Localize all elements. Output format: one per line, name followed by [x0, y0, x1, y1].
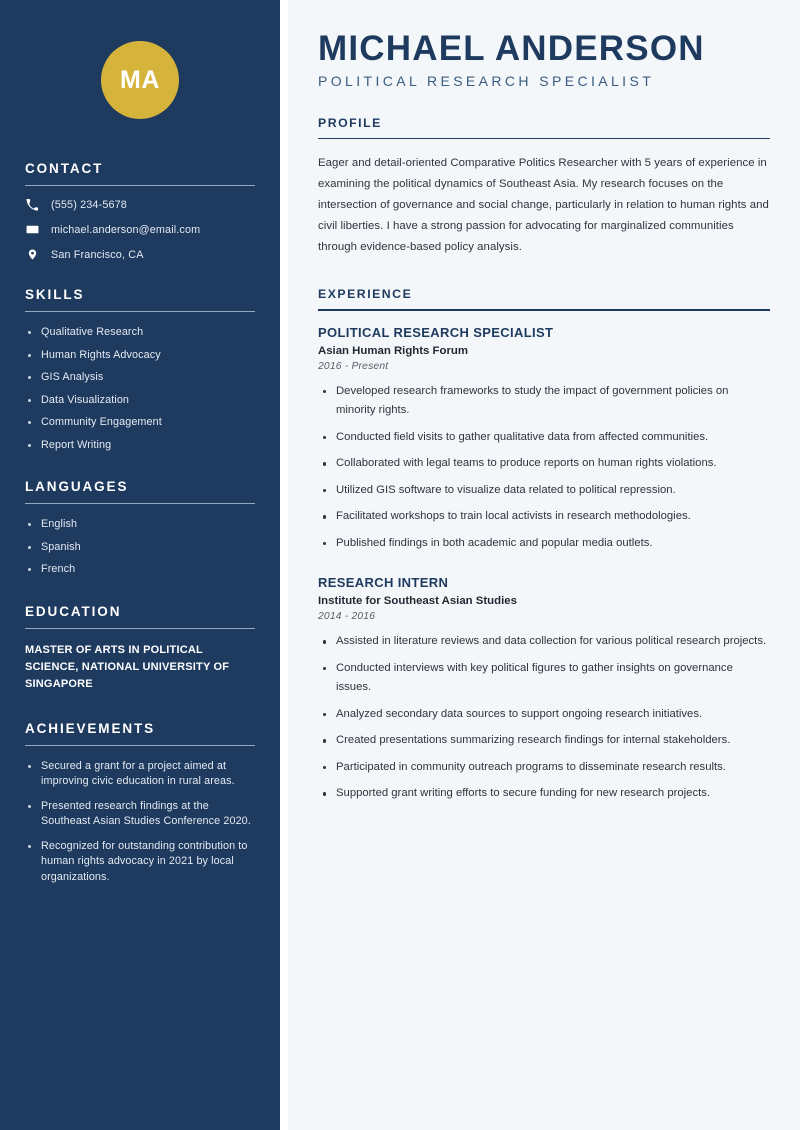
- sidebar-section-languages: [25, 479, 255, 578]
- contact-value-email: michael.anderson@email.com: [51, 223, 201, 236]
- main-heading-experience: EXPERIENCE: [318, 287, 413, 302]
- avatar: [101, 41, 179, 119]
- sidebar-section-achievements: [25, 721, 255, 886]
- divider: [25, 311, 255, 312]
- list-item: Spanish: [25, 540, 255, 556]
- list-item: Community Engagement: [25, 415, 255, 431]
- sidebar-section-education: [25, 604, 255, 693]
- list-item: Data Visualization: [25, 393, 255, 409]
- experience-entry: [318, 575, 770, 804]
- contact-item-phone[interactable]: [25, 199, 255, 211]
- contact-item-location[interactable]: [25, 248, 255, 261]
- location-pin-icon: [25, 248, 39, 261]
- column-gutter: [280, 0, 288, 1130]
- list-item: Created presentations summarizing research findings for internal stakeholders.: [318, 731, 770, 751]
- experience-bullets: [318, 632, 770, 804]
- list-item: Supported grant writing efforts to secure funding for new research projects.: [318, 784, 770, 804]
- sidebar-heading-achievements: ACHIEVEMENTS: [25, 720, 156, 736]
- list-item: French: [25, 562, 255, 578]
- languages-list: [25, 517, 255, 578]
- sidebar: [0, 0, 280, 1130]
- avatar-wrapper: [25, 0, 255, 161]
- main-section-experience: [318, 287, 770, 803]
- main-section-profile: [318, 116, 770, 258]
- divider: [25, 185, 255, 186]
- main-content: [288, 0, 800, 1130]
- sidebar-heading-contact: CONTACT: [25, 161, 104, 176]
- contact-value-phone: (555) 234-5678: [51, 199, 127, 211]
- experience-bullets: [318, 382, 770, 554]
- list-item: Analyzed secondary data sources to support ongoing research initiatives.: [318, 705, 770, 725]
- list-item: Qualitative Research: [25, 325, 255, 341]
- avatar-initials: MA: [120, 65, 160, 94]
- achievements-list: [25, 759, 255, 886]
- list-item: Conducted field visits to gather qualitative data from affected communities.: [318, 428, 770, 448]
- experience-company: Institute for Southeast Asian Studies: [318, 595, 517, 608]
- job-title-subtitle: POLITICAL RESEARCH SPECIALIST: [318, 73, 655, 89]
- sidebar-heading-education: EDUCATION: [25, 603, 122, 619]
- experience-entry: [318, 325, 770, 554]
- list-item: GIS Analysis: [25, 370, 255, 386]
- list-item: Utilized GIS software to visualize data related to political repression.: [318, 481, 770, 501]
- list-item: Secured a grant for a project aimed at improving civic education in rural areas.: [25, 759, 255, 790]
- list-item: Assisted in literature reviews and data collection for various political research projects.: [318, 632, 770, 652]
- contact-value-location: San Francisco, CA: [51, 248, 144, 261]
- divider: [318, 138, 770, 139]
- divider: [318, 309, 770, 310]
- experience-role: RESEARCH INTERN: [318, 575, 449, 591]
- email-icon: [25, 223, 39, 236]
- experience-dates: 2014 - 2016: [318, 611, 376, 623]
- education-entry: MASTER OF ARTS IN POLITICAL SCIENCE, NATIONAL UNIVERSITY OF SINGAPORE: [25, 643, 230, 690]
- sidebar-section-skills: [25, 287, 255, 453]
- main-heading-profile: PROFILE: [318, 116, 382, 130]
- profile-text: Eager and detail-oriented Comparative Politics Researcher with 5 years of experience in examining the political dynamics of Southeast Asia. My research focuses on the intersection of governance and social change, particularly in relation to human rights and civil liberties. I have a strong passion for advocating for marginalized communities through evidence-based policy analysis.: [318, 157, 769, 254]
- list-item: Participated in community outreach programs to disseminate research results.: [318, 758, 770, 778]
- divider: [25, 628, 255, 629]
- list-item: Published findings in both academic and popular media outlets.: [318, 534, 770, 554]
- list-item: Facilitated workshops to train local activists in research methodologies.: [318, 507, 770, 527]
- divider: [25, 503, 255, 504]
- page-title: MICHAEL ANDERSON: [318, 29, 705, 68]
- list-item: Developed research frameworks to study the impact of government policies on minority rights.: [318, 382, 770, 421]
- sidebar-section-contact: [25, 161, 255, 261]
- phone-icon: [25, 199, 39, 211]
- experience-dates: 2016 - Present: [318, 360, 389, 372]
- experience-company: Asian Human Rights Forum: [318, 344, 468, 357]
- list-item: Recognized for outstanding contribution to human rights advocacy in 2021 by local organizations.: [25, 839, 255, 886]
- list-item: Human Rights Advocacy: [25, 348, 255, 364]
- list-item: Collaborated with legal teams to produce reports on human rights violations.: [318, 454, 770, 474]
- list-item: Conducted interviews with key political figures to gather insights on governance issues.: [318, 659, 770, 698]
- list-item: Presented research findings at the Southeast Asian Studies Conference 2020.: [25, 799, 255, 830]
- sidebar-heading-skills: SKILLS: [25, 287, 85, 302]
- list-item: English: [25, 517, 255, 533]
- divider: [25, 745, 255, 746]
- experience-role: POLITICAL RESEARCH SPECIALIST: [318, 324, 554, 340]
- list-item: Report Writing: [25, 438, 255, 454]
- skills-list: [25, 325, 255, 453]
- contact-item-email[interactable]: [25, 223, 255, 236]
- sidebar-heading-languages: LANGUAGES: [25, 479, 129, 494]
